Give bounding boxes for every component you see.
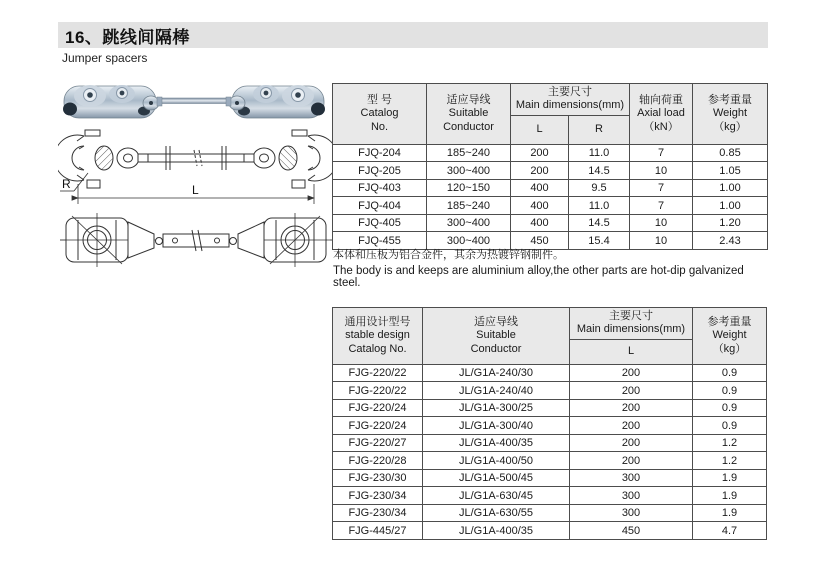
col-conductor: 适应导线 Suitable Conductor [427,84,511,145]
col-dimensions: 主要尺寸 Main dimensions(mm) [511,84,630,116]
table-row: FJG-220/22 JL/G1A-240/30 200 0.9 [333,364,767,382]
col-weight: 参考重量 Weight （kg） [693,308,767,365]
table-row: FJQ-455 300~400 450 15.4 10 2.43 [333,232,768,250]
col-dim-l: L [511,115,569,144]
table-row: FJG-230/30 JL/G1A-500/45 300 1.9 [333,469,767,487]
fjg-spec-table [332,307,767,540]
side-view-svg [58,128,334,208]
col-catalog: 型 号 Catalog No. [333,84,427,145]
right-clamp-top [230,213,333,267]
product-photo-svg [60,76,328,126]
table-row: FJG-220/28 JL/G1A-400/50 200 1.2 [333,452,767,470]
radius-label: R [62,177,71,191]
section-title-band [58,22,768,48]
material-note [333,246,773,289]
left-clamp-side [58,130,148,188]
photo-left-clamp [63,85,162,118]
col-axial-load: 轴向荷重 Axial load （kN） [630,84,693,145]
page-title: 16、跳线间隔棒 [65,27,190,47]
table-row: FJG-445/27 JL/G1A-400/35 450 4.7 [333,522,767,540]
page-subtitle: Jumper spacers [62,51,148,65]
table-row: FJQ-403 120~150 400 9.5 7 1.00 [333,179,768,197]
material-note-zh: 本体和压板为铝合金件，其余为热镀锌钢制件。 [333,249,564,261]
table-row: FJG-230/34 JL/G1A-630/45 300 1.9 [333,487,767,505]
radius-callout [60,173,88,191]
table-row: FJQ-404 185~240 400 11.0 7 1.00 [333,197,768,215]
table-row: FJG-220/27 JL/G1A-400/35 200 1.2 [333,434,767,452]
table-row: FJG-220/22 JL/G1A-240/40 200 0.9 [333,382,767,400]
fjq-spec-table [332,83,768,250]
photo-rod [160,98,228,104]
col-dimensions: 主要尺寸 Main dimensions(mm) [570,308,693,340]
table-row: FJQ-205 300~400 200 14.5 10 1.05 [333,162,768,180]
side-view-drawing [58,128,334,208]
fjq-table-header [333,84,768,145]
col-dim-r: R [569,115,630,144]
material-note-en: The body is and keeps are aluminium alloy,the other parts are hot-dip galvanized steel. [333,265,744,289]
table-row: FJG-220/24 JL/G1A-300/25 200 0.9 [333,399,767,417]
col-weight: 参考重量 Weight （kg） [693,84,768,145]
length-dimension [78,183,314,204]
fjg-table-header [333,308,767,365]
right-clamp-side [244,130,334,188]
table-row: FJG-220/24 JL/G1A-300/40 200 0.9 [333,417,767,435]
table-row: FJQ-405 300~400 400 14.5 10 1.20 [333,214,768,232]
col-dim-l: L [570,339,693,364]
length-label: L [192,183,199,197]
top-view-svg [58,212,334,270]
col-catalog: 通用设计型号 stable design Catalog No. [333,308,423,365]
photo-right-clamp [226,85,325,118]
left-clamp-top [60,213,163,267]
table-row: FJQ-204 185~240 200 11.0 7 0.85 [333,144,768,162]
top-view-drawing [58,212,334,270]
col-conductor: 适应导线 Suitable Conductor [423,308,570,365]
product-photo [60,76,328,126]
table-row: FJG-230/34 JL/G1A-630/55 300 1.9 [333,504,767,522]
